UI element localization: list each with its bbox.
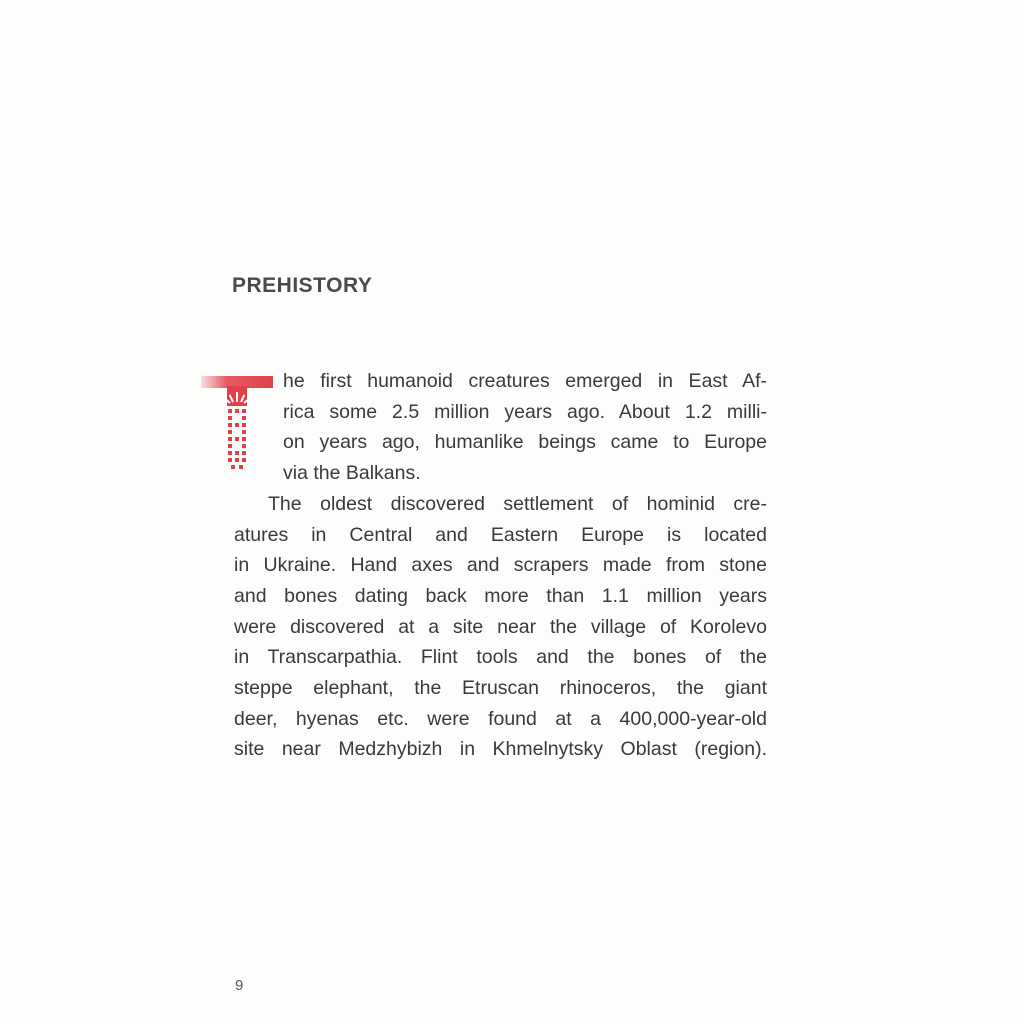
page-number: 9 — [235, 977, 244, 994]
text-line: in Transcarpathia. Flint tools and the bones of the — [234, 646, 767, 669]
text-line: The oldest discovered settlement of hominid cre- — [268, 492, 767, 515]
text-line: via the Balkans. — [283, 462, 421, 485]
text-line: atures in Central and Eastern Europe is located — [234, 523, 767, 546]
text-line: steppe elephant, the Etruscan rhinoceros, the giant — [234, 677, 767, 700]
body-text — [234, 366, 767, 765]
text-line: were discovered at a site near the village of Korolevo — [234, 615, 767, 638]
text-line: in Ukraine. Hand axes and scrapers made from stone — [234, 554, 767, 577]
text-line: and bones dating back more than 1.1 million years — [234, 584, 767, 607]
text-line: rica some 2.5 million years ago. About 1.2 milli- — [283, 400, 767, 423]
paragraph-2 — [234, 489, 767, 765]
text-line: site near Medzhybizh in Khmelnytsky Oblast (region). — [234, 738, 767, 761]
text-line: he first humanoid creatures emerged in East Af- — [283, 370, 767, 392]
text-line: on years ago, humanlike beings came to Europe — [283, 431, 767, 454]
paragraph-1 — [234, 366, 767, 489]
text-line: deer, hyenas etc. were found at a 400,000-year-old — [234, 707, 767, 730]
chapter-heading: PREHISTORY — [232, 274, 373, 297]
